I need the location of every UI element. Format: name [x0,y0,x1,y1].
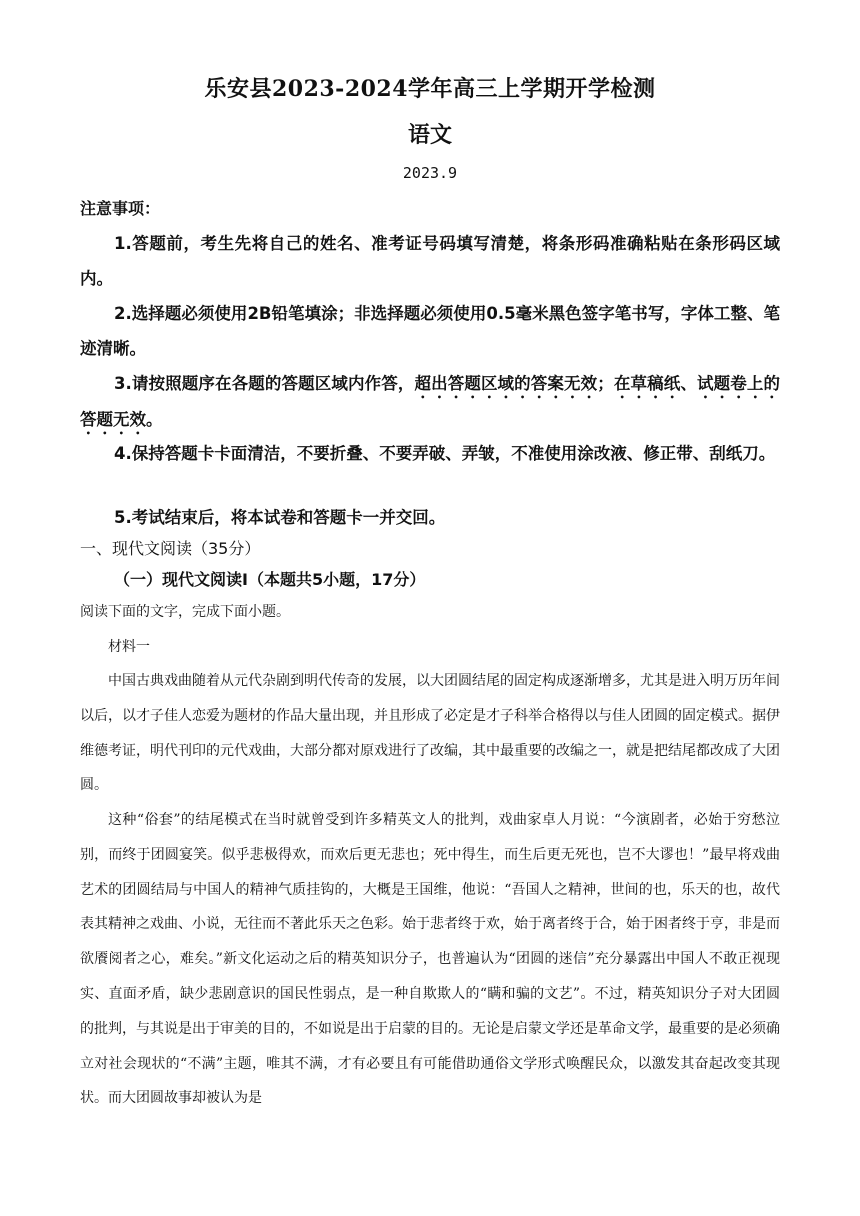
material-paragraph-2: 这种“俗套”的结尾模式在当时就曾受到许多精英文人的批判，戏曲家卓人月说：“今演剧者，必始于穷愁泣别，而终于团圆宴笑。似乎悲极得欢，而欢后更无悲也；死中得生，而生后更无死也，岂不大谬也！”最早将戏曲艺术的团圆结局与中国人的精神气质挂钩的，大概是王国维，他说：“吾国人之精神，世间的也，乐天的也，故代表其精神之戏曲、小说，无往而不著此乐天之色彩。始于悲者终于欢，始于离者终于合，始于困者终于亨，非是而欲餍阅者之心，难矣。”新文化运动之后的精英知识分子，也普遍认为“团圆的迷信”充分暴露出中国人不敢正视现实、直面矛盾，缺少悲剧意识的国民性弱点，是一种自欺欺人的“瞒和骗的文艺”。不过，精英知识分子对大团圆的批判，与其说是出于审美的目的，不如说是出于启蒙的目的。无论是启蒙文学还是革命文学，最重要的是必须确立对社会现状的“不满”主题，唯其不满，才有必要且有可能借助通俗文学形式唤醒民众，以激发其奋起改变其现状。而大团圆故事却被认为是 [80,812,780,1107]
subsection-title: （一）现代文阅读Ⅰ（本题共5小题，17分） [114,570,426,589]
exam-subject: 语文 [407,122,452,148]
notice-title: 注意事项： [80,199,161,218]
exam-date: 2023.9 [402,164,458,182]
notice-item-3-emphasis-1: 超出答题区域的答案无效 [414,374,598,393]
notice-item-5: 5.考试结束后，将本试卷和答题卡一并交回。 [114,508,446,527]
notice-item-3 [80,366,780,438]
notice-item-3-emphasis-2: 在草稿纸、试题卷上的答题无效 [80,374,781,429]
notice-item-4: 4.保持答题卡卡面清洁，不要折叠、不要弄破、弄皱，不准使用涂改液、修正带、刮纸刀。 [114,444,776,463]
material-paragraph-1: 中国古典戏曲随着从元代杂剧到明代传奇的发展，以大团圆结尾的固定构成逐渐增多，尤其是进入明万历年间以后，以才子佳人恋爱为题材的作品大量出现，并且形成了必定是才子科举合格得以与佳人团圆的固定模式。据伊维德考证，明代刊印的元代戏曲，大部分都对原戏进行了改编，其中最重要的改编之一，就是把结尾都改成了大团圆。 [80,673,780,794]
notice-item-3-pre: 3.请按照题序在各题的答题区域内作答， [114,374,415,393]
notice-item-1: 1.答题前，考生先将自己的姓名、准考证号码填写清楚，将条形码准确粘贴在条形码区域内。 [80,234,780,288]
notice-item-3-mid: ； [597,374,614,393]
material-label: 材料一 [108,639,150,655]
section-title: 一、现代文阅读（35分） [80,539,261,558]
reading-instruction: 阅读下面的文字，完成下面小题。 [80,604,290,620]
exam-title: 乐安县2023-2024学年高三上学期开学检测 [204,76,656,102]
notice-item-3-post: 。 [146,410,163,429]
notice-item-2: 2.选择题必须使用2B铅笔填涂；非选择题必须使用0.5毫米黑色签字笔书写，字体工整、笔迹清晰。 [80,304,780,358]
